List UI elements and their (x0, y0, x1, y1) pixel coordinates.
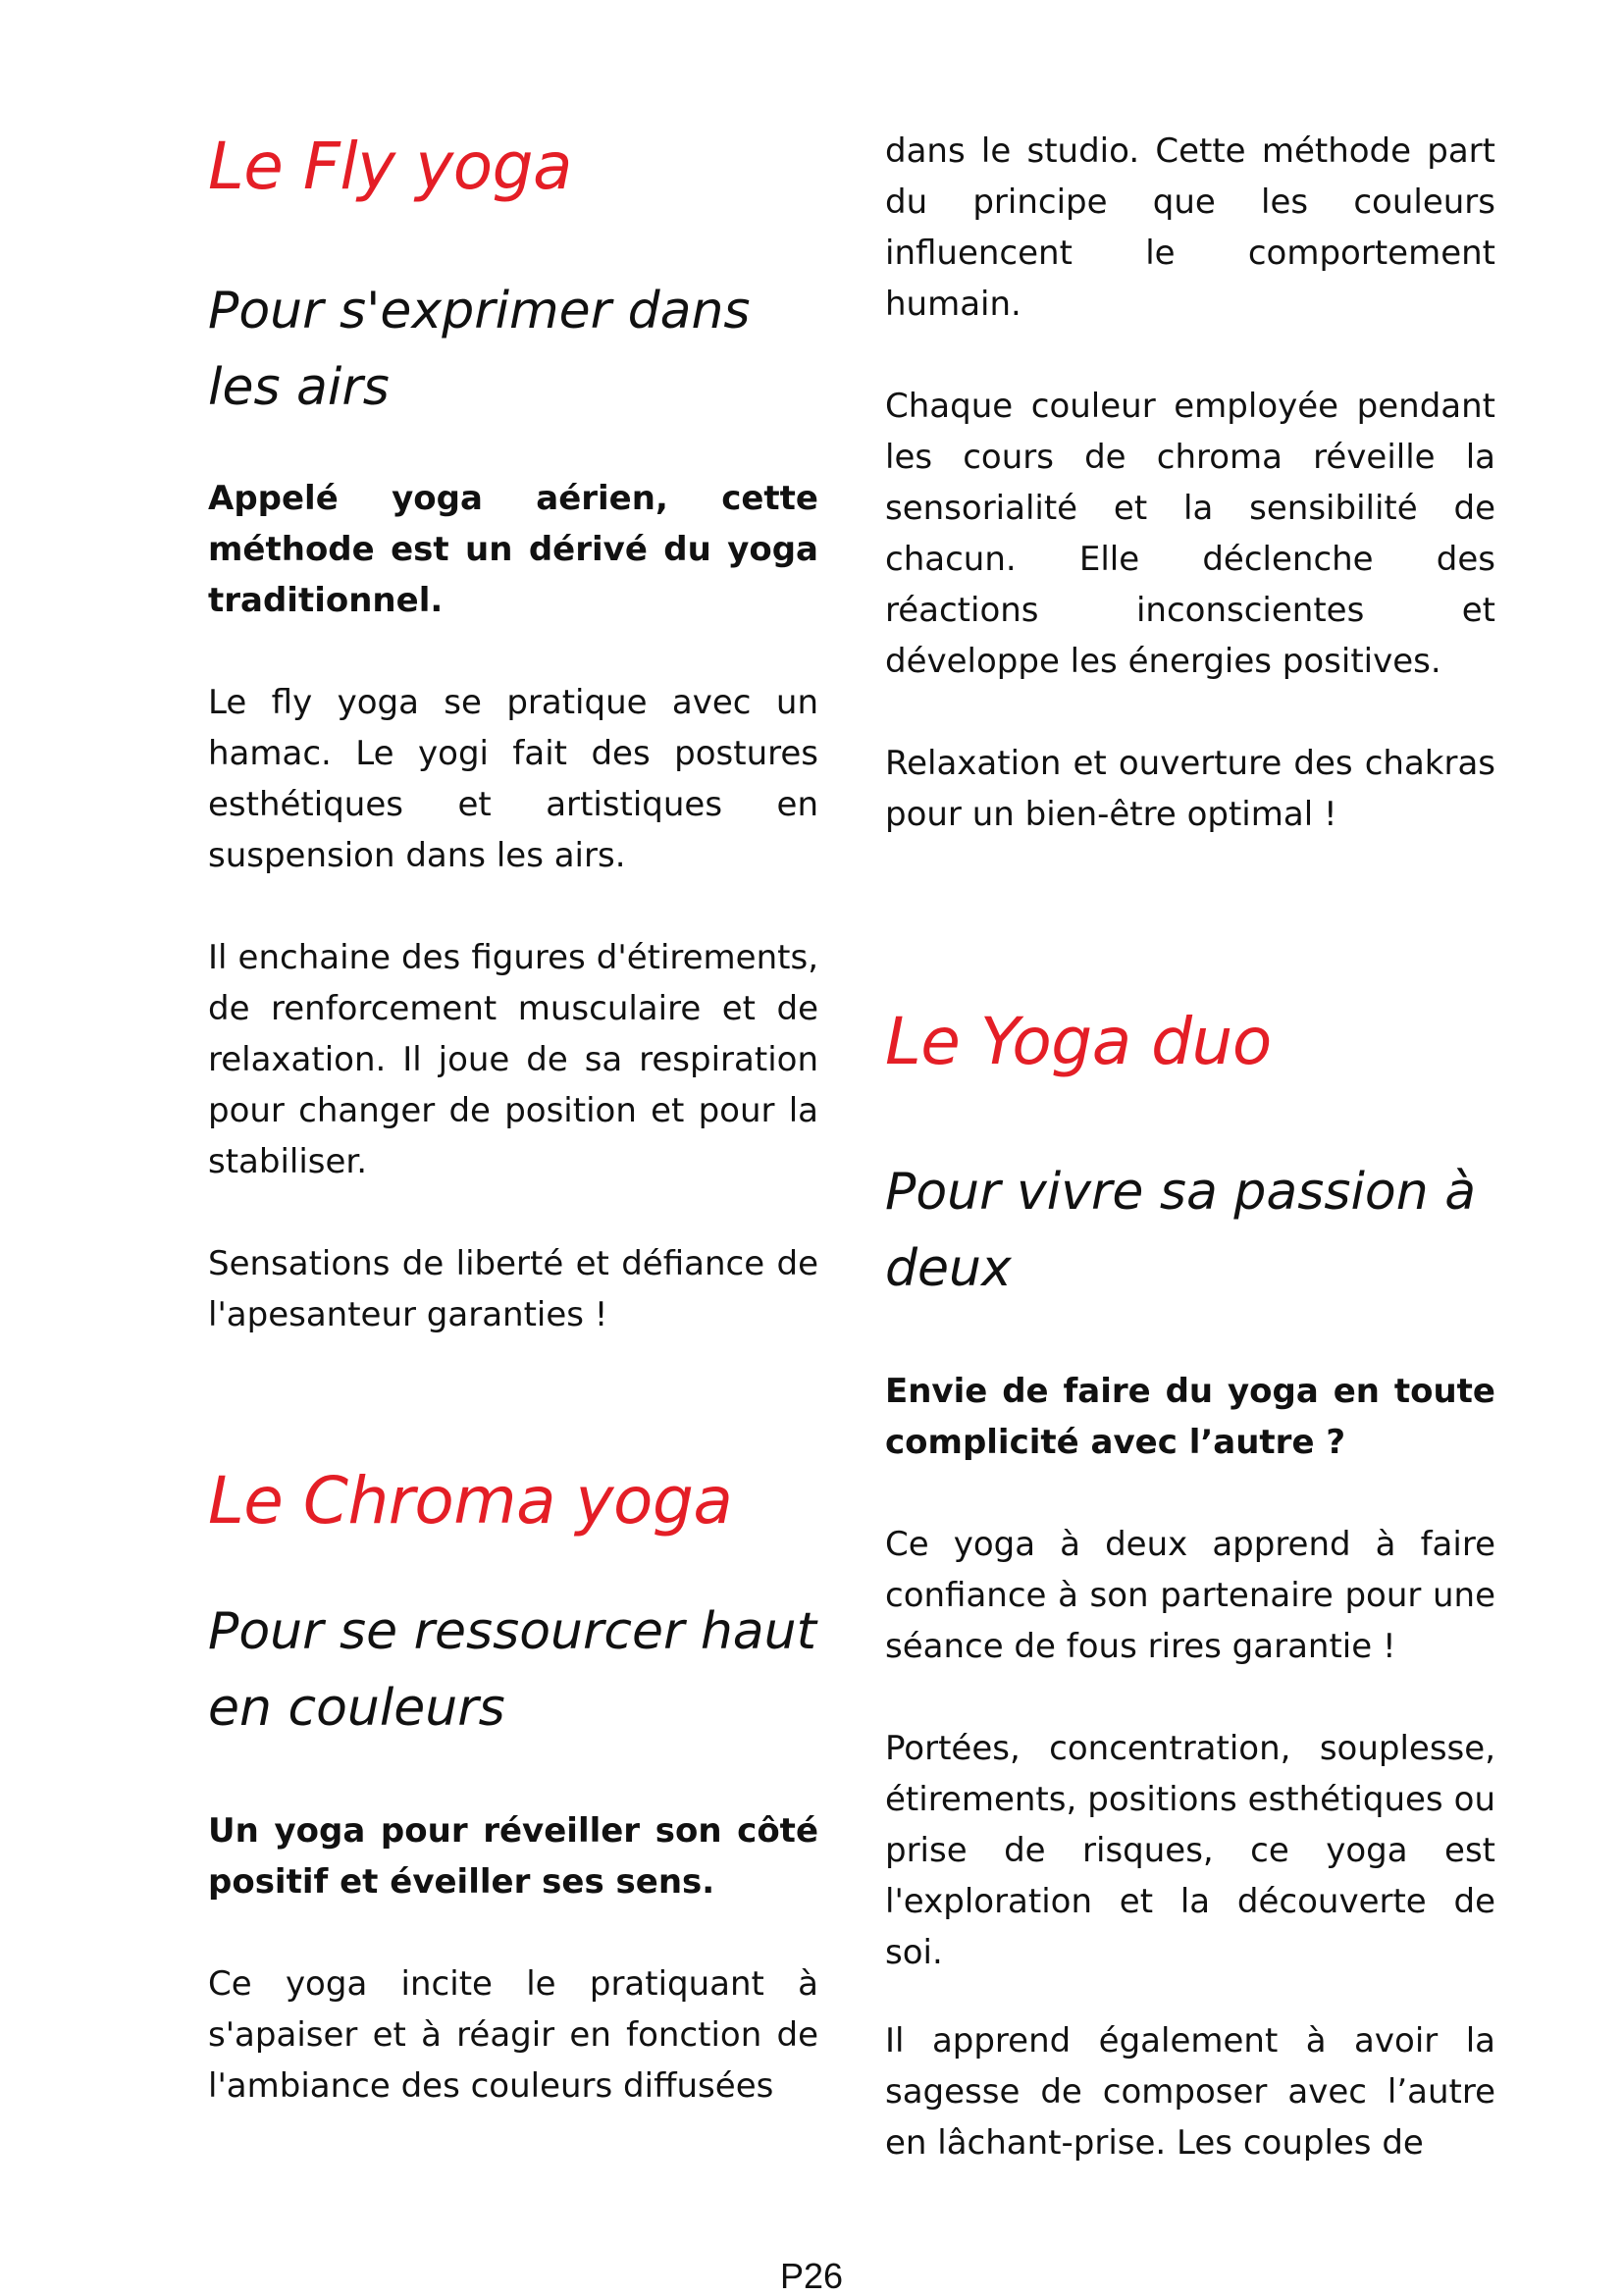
paragraph-duo-1: Ce yoga à deux apprend à faire confiance à son partenaire pour une séance de fous rires garantie ! (885, 1525, 1495, 1666)
paragraph-fly-2: Il enchaine des figures d'étirements, de renforcement musculaire et de relaxation. Il joue de sa respiration pour changer de position et pour la stabiliser. (208, 938, 818, 1181)
paragraph-chroma-continued-2: Chaque couleur employée pendant les cours de chroma réveille la sensorialité et la sensibilité de chacun. Elle déclenche des réactions inconscientes et développe les énergies positives. (885, 387, 1495, 681)
paragraph-fly-3: Sensations de liberté et défiance de l'apesanteur garanties ! (208, 1244, 818, 1334)
lead-paragraph-chroma-yoga: Un yoga pour réveiller son côté positif et éveiller ses sens. (208, 1811, 818, 1902)
section-subtitle-fly-yoga: Pour s'exprimer dans les airs (208, 282, 751, 417)
paragraph-chroma-continued-3: Relaxation et ouverture des chakras pour un bien-être optimal ! (885, 744, 1495, 834)
section-subtitle-yoga-duo: Pour vivre sa passion à deux (885, 1163, 1477, 1298)
paragraph-duo-2: Portées, concentration, souplesse, étirements, positions esthétiques ou prise de risques, ce yoga est l'exploration et la découverte de soi. (885, 1729, 1495, 1972)
section-title-fly-yoga: Le Fly yoga (208, 129, 572, 204)
left-column (208, 116, 818, 2112)
right-column (885, 126, 1495, 2168)
lead-paragraph-fly-yoga: Appelé yoga aérien, cette méthode est un dérivé du yoga traditionnel. (208, 479, 818, 620)
paragraph-chroma-1: Ce yoga incite le pratiquant à s'apaiser et à réagir en fonction de l'ambiance des couleurs diffusées (208, 1964, 818, 2106)
section-title-yoga-duo: Le Yoga duo (885, 1004, 1272, 1079)
page-number: P26 (779, 2256, 844, 2296)
section-title-chroma-yoga: Le Chroma yoga (208, 1463, 733, 1539)
paragraph-chroma-continued-1: dans le studio. Cette méthode part du principe que les couleurs influencent le comportement humain. (885, 131, 1495, 324)
paragraph-duo-3: Il apprend également à avoir la sagesse de composer avec l’autre en lâchant-prise. Les couples de (885, 2021, 1495, 2163)
lead-paragraph-yoga-duo: Envie de faire du yoga en toute complicité avec l’autre ? (885, 1372, 1495, 1462)
section-subtitle-chroma-yoga: Pour se ressourcer haut en couleurs (208, 1602, 817, 1738)
paragraph-fly-1: Le fly yoga se pratique avec un hamac. Le yogi fait des postures esthétiques et artistiques en suspension dans les airs. (208, 683, 818, 875)
